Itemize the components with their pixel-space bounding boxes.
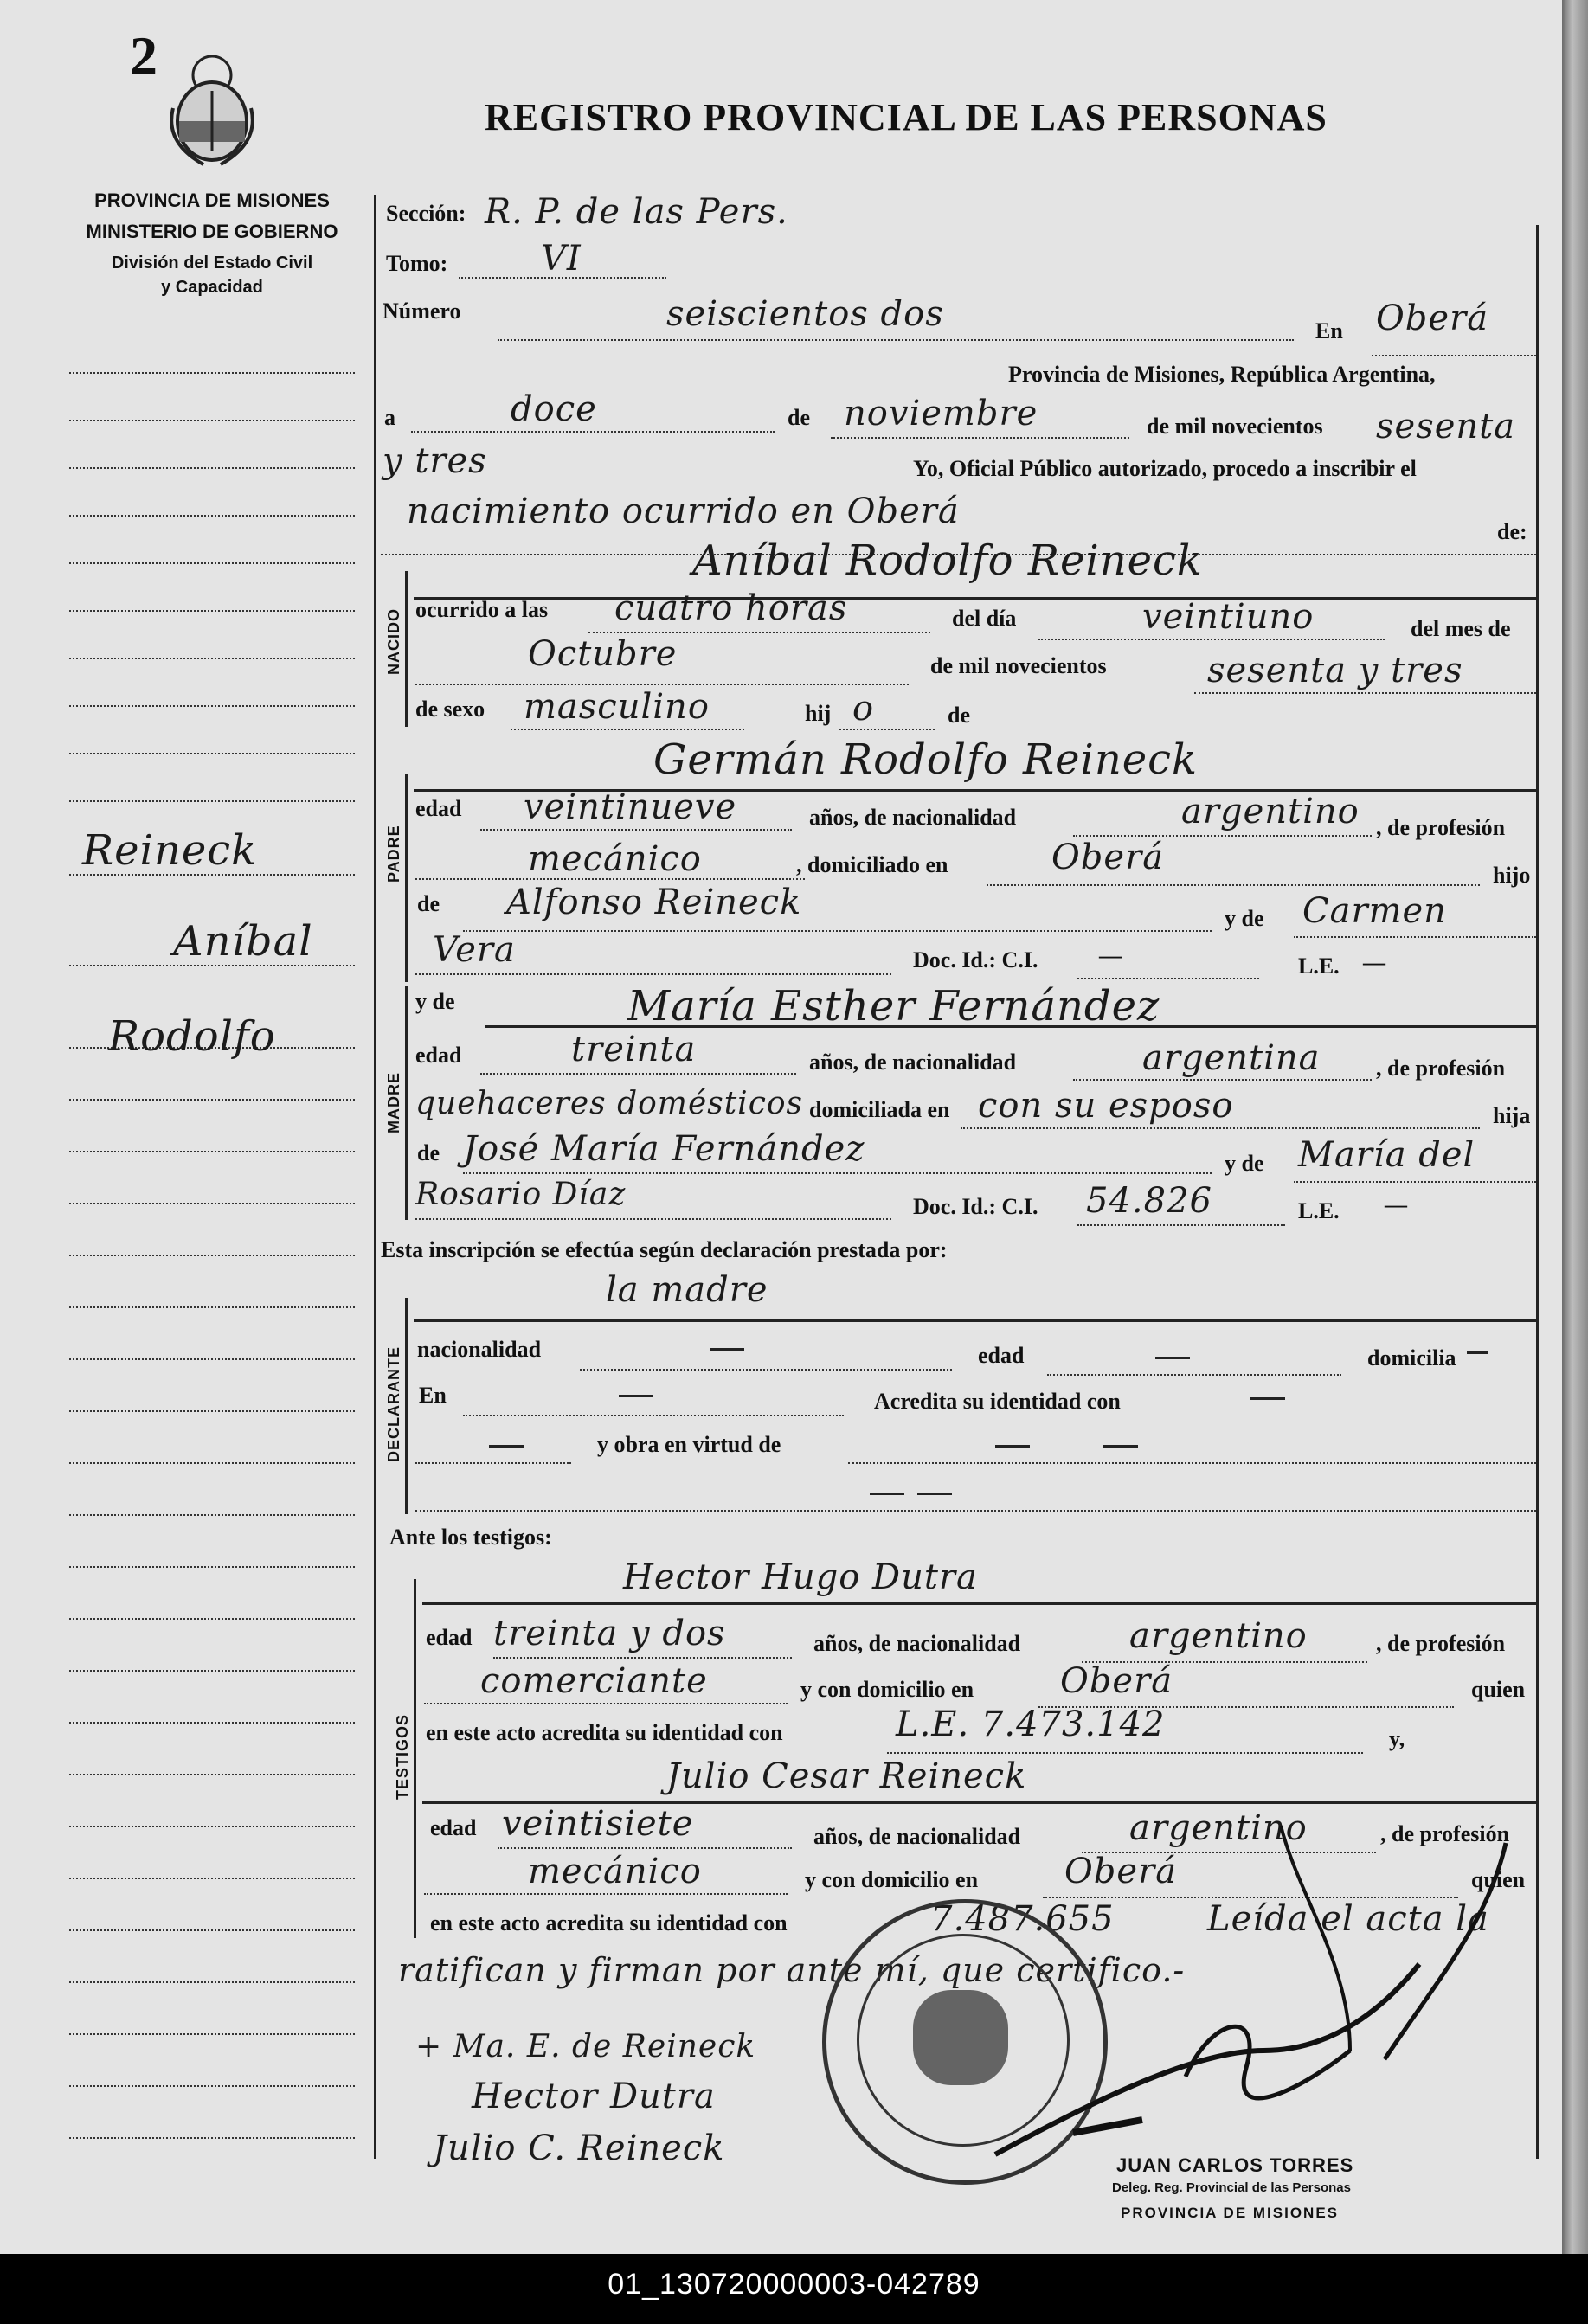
madre-profesion-label: , de profesión <box>1376 1056 1506 1081</box>
padre-de-label: de <box>417 891 440 916</box>
t1-prof-line <box>424 1703 788 1704</box>
madre-le-label: L.E. <box>1298 1198 1340 1223</box>
decl-edad-label: edad <box>978 1343 1025 1368</box>
t1-dom-value: Oberá <box>1060 1661 1173 1701</box>
t2-edad-value: veintisiete <box>502 1804 694 1844</box>
t2-edad-line <box>498 1847 792 1849</box>
declarante-tag: DECLARANTE <box>385 1346 402 1462</box>
seccion-label: Sección: <box>386 201 466 226</box>
padre-padre-line <box>463 930 1212 932</box>
margin-line <box>69 1514 355 1516</box>
t2-acredita-label: en este acto acredita su identidad con <box>430 1910 788 1936</box>
hora-value: cuatro horas <box>614 588 848 628</box>
margin-line <box>69 1722 355 1724</box>
padre-madre-value-a: Carmen <box>1302 891 1447 931</box>
decl-nacionalidad-label: nacionalidad <box>417 1337 542 1362</box>
t1-edad-label: edad <box>426 1625 473 1650</box>
mes-value: noviembre <box>844 394 1038 433</box>
dash-mark <box>870 1493 904 1495</box>
declarante-value: la madre <box>606 1270 768 1310</box>
dash-mark <box>1155 1357 1190 1359</box>
margin-line <box>69 1670 355 1672</box>
padre-y-de-label: y de <box>1225 906 1264 931</box>
official-role: Deleg. Reg. Provincial de las Personas <box>1112 2180 1351 2195</box>
numero-label: Número <box>383 299 461 324</box>
hij-label: hij <box>805 701 832 726</box>
padre-ci-value: — <box>1099 943 1122 968</box>
a-label: a <box>384 405 395 430</box>
de-colon-label: de: <box>1497 519 1527 544</box>
numero-value: seiscientos dos <box>666 294 944 334</box>
tomo-value: VI <box>541 239 582 279</box>
mes-nac-value: Octubre <box>528 634 678 674</box>
padre-dom-value: Oberá <box>1051 838 1165 877</box>
t1-doc-line <box>887 1752 1363 1754</box>
decl-obra-line <box>848 1462 1536 1464</box>
padre-nombre-value: Germán Rodolfo Reineck <box>653 735 1199 784</box>
madre-underline <box>485 1025 1536 1028</box>
padre-anos-label: años, de nacionalidad <box>809 805 1017 830</box>
padre-nac-value: argentino <box>1181 792 1360 831</box>
lugar-value: Oberá <box>1376 299 1489 338</box>
decl-obra-label: y obra en virtud de <box>597 1432 781 1457</box>
mil-novecientos-label: de mil novecientos <box>1147 414 1323 439</box>
margin-line <box>69 1203 355 1204</box>
province-label: PROVINCIA DE MISIONES <box>94 189 330 211</box>
padre-madre-line-b <box>415 973 891 975</box>
t1-prof-value: comerciante <box>480 1661 708 1701</box>
margin-line <box>69 1981 355 1983</box>
nacido-bracket <box>405 571 408 727</box>
margin-line <box>69 1151 355 1152</box>
t1-dom-label: y con domicilio en <box>800 1677 974 1702</box>
de-label-2: de <box>948 703 970 728</box>
padre-bracket <box>405 774 408 982</box>
madre-dom-value: con su esposo <box>978 1086 1234 1126</box>
padre-dom-label: , domiciliado en <box>796 852 948 877</box>
t1-y-label: y, <box>1389 1726 1405 1751</box>
official-name: JUAN CARLOS TORRES <box>1116 2154 1354 2176</box>
official-province: PROVINCIA DE MISIONES <box>1121 2205 1340 2221</box>
madre-nac-line <box>1073 1079 1372 1081</box>
margin-line <box>69 1878 355 1879</box>
madre-padre-value: José María Fernández <box>463 1129 865 1169</box>
decl-domicilia-label: domicilia <box>1367 1345 1456 1371</box>
madre-dom-label: domiciliada en <box>809 1097 950 1122</box>
madre-madre-line <box>1294 1181 1536 1183</box>
sexo-value: masculino <box>524 687 710 727</box>
del-mes-label: del mes de <box>1411 616 1511 641</box>
t1-edad-value: treinta y dos <box>493 1614 726 1653</box>
ocurrido-label: ocurrido a las <box>415 597 549 622</box>
cierre-b-value: ratifican y firman por ante mí, que certifico.- <box>398 1951 1186 1989</box>
madre-edad-value: treinta <box>571 1030 697 1069</box>
lugar-line <box>1372 355 1536 356</box>
padre-madre-value-b: Vera <box>433 930 516 970</box>
padre-padre-value: Alfonso Reineck <box>506 883 802 922</box>
t2-prof-value: mecánico <box>528 1852 702 1891</box>
padre-doc-label: Doc. Id.: C.I. <box>913 947 1038 973</box>
t2-dom-label: y con domicilio en <box>805 1867 979 1892</box>
dash-mark <box>619 1395 653 1397</box>
madre-hija-label: hija <box>1493 1103 1531 1128</box>
padre-dom-line <box>987 884 1480 886</box>
testigo1-nombre-value: Hector Hugo Dutra <box>623 1557 978 1597</box>
dia-line <box>411 431 775 433</box>
mes-nac-line <box>415 684 909 685</box>
sexo-label: de sexo <box>415 697 485 722</box>
madre-madre-value-b: Rosario Díaz <box>415 1177 627 1212</box>
t2-doc-value: 7.487.655 <box>930 1899 1115 1939</box>
madre-edad-line <box>480 1073 796 1075</box>
testigos-bracket <box>414 1579 416 1938</box>
decl-edad-line <box>1047 1374 1341 1376</box>
decl-nac-line <box>580 1369 952 1371</box>
dash-mark <box>1103 1445 1138 1448</box>
margin-line <box>69 1566 355 1568</box>
decl-line-4 <box>415 1510 1536 1512</box>
mil-novecientos-label-2: de mil novecientos <box>930 653 1107 678</box>
madre-madre-value-a: María del <box>1298 1135 1475 1175</box>
padre-edad-value: veintinueve <box>524 787 737 827</box>
margin-line <box>69 705 355 707</box>
anio-nac-value: sesenta y tres <box>1207 651 1463 690</box>
padre-edad-line <box>480 829 792 831</box>
dia-nac-line <box>1038 639 1385 640</box>
dash-mark <box>710 1348 744 1351</box>
sexo-line <box>511 729 744 730</box>
hecho-value: nacimiento ocurrido en Oberá <box>407 491 960 531</box>
madre-tag: MADRE <box>385 1072 402 1133</box>
cierre-a-value: Leída el acta la <box>1207 1899 1489 1939</box>
madre-prof-value: quehaceres domésticos <box>415 1086 804 1121</box>
madre-bracket <box>405 986 408 1220</box>
dash-mark <box>995 1445 1030 1448</box>
hora-line <box>588 632 930 633</box>
dash-mark <box>917 1493 952 1495</box>
t2-anos-label: años, de nacionalidad <box>813 1824 1021 1849</box>
margin-line <box>69 372 355 374</box>
book-spine <box>1562 0 1588 2254</box>
madre-nac-value: argentina <box>1142 1038 1321 1078</box>
margin-line <box>69 610 355 612</box>
testigo1-underline <box>422 1602 1536 1605</box>
signature-2: Hector Dutra <box>472 2077 716 2116</box>
en-label: En <box>1315 318 1343 343</box>
padre-madre-line <box>1294 936 1536 938</box>
t1-anos-label: años, de nacionalidad <box>813 1631 1021 1656</box>
document-title: REGISTRO PROVINCIAL DE LAS PERSONAS <box>485 96 1328 138</box>
padre-nac-line <box>1073 835 1372 837</box>
madre-doc-label: Doc. Id.: C.I. <box>913 1194 1038 1219</box>
testigo2-nombre-value: Julio Cesar Reineck <box>666 1756 1027 1796</box>
madre-nombre-value: María Esther Fernández <box>627 982 1160 1030</box>
madre-y-de-label: y de <box>415 989 455 1014</box>
margin-line <box>69 2033 355 2035</box>
madre-ci-value: 54.826 <box>1086 1181 1212 1221</box>
anio-value-b: y tres <box>383 441 487 481</box>
margin-line <box>69 1099 355 1101</box>
madre-padre-line <box>463 1172 1212 1174</box>
footer-bar <box>0 2254 1588 2324</box>
margin-line <box>69 800 355 802</box>
esta-inscripcion-label: Esta inscripción se efectúa según declaración prestada por: <box>381 1237 948 1262</box>
decl-acredita-label: Acredita su identidad con <box>874 1389 1121 1414</box>
madre-dom-line <box>961 1127 1480 1129</box>
madre-le-value: — <box>1385 1192 1407 1217</box>
margin-line <box>69 467 355 469</box>
margin-line <box>69 1358 355 1360</box>
margin-name2: Rodolfo <box>108 1012 276 1061</box>
t1-profesion-label: , de profesión <box>1376 1631 1506 1656</box>
dia-nac-value: veintiuno <box>1142 597 1315 637</box>
t1-quien-label: quien <box>1471 1677 1526 1702</box>
padre-le-value: — <box>1363 950 1385 975</box>
margin-line <box>69 1929 355 1931</box>
decl-en-label: En <box>419 1383 447 1408</box>
padre-le-label: L.E. <box>1298 953 1340 979</box>
numero-line <box>498 339 1294 341</box>
image-id-label: 01_130720000003-042789 <box>608 2268 980 2301</box>
decl-en-line <box>463 1415 844 1416</box>
margin-surname: Reineck <box>82 826 258 875</box>
form-border <box>374 195 376 2159</box>
madre-anos-label: años, de nacionalidad <box>809 1050 1017 1075</box>
declarante-bracket <box>405 1298 408 1514</box>
margin-line <box>69 1462 355 1464</box>
de-label: de <box>788 405 810 430</box>
margin-line <box>69 1410 355 1412</box>
margin-line <box>69 1826 355 1827</box>
coat-of-arms-icon <box>164 48 260 169</box>
padre-prof-line <box>415 878 805 880</box>
margin-line <box>69 1774 355 1775</box>
division-label-2: y Capacidad <box>161 278 263 297</box>
dash-mark <box>1250 1397 1285 1400</box>
padre-ci-line <box>1077 978 1259 979</box>
padre-prof-value: mecánico <box>528 839 702 879</box>
ante-testigos-label: Ante los testigos: <box>389 1525 552 1550</box>
padre-tag: PADRE <box>385 825 402 883</box>
padre-hijo-label: hijo <box>1493 863 1531 888</box>
decl-line-3 <box>415 1462 571 1464</box>
division-label: División del Estado Civil <box>111 254 313 273</box>
margin-line <box>69 1618 355 1620</box>
margin-line <box>69 420 355 421</box>
ministry-label: MINISTERIO DE GOBIERNO <box>86 221 338 242</box>
madre-de-label: de <box>417 1140 440 1165</box>
t2-edad-label: edad <box>430 1815 477 1840</box>
anio-nac-line <box>1194 692 1536 694</box>
signature-1: + Ma. E. de Reineck <box>415 2029 756 2064</box>
margin-line <box>69 2137 355 2139</box>
nombre-value: Aníbal Rodolfo Reineck <box>692 536 1204 585</box>
dash-mark <box>1467 1351 1488 1354</box>
dash-mark <box>489 1445 524 1448</box>
hij-value: o <box>852 689 875 729</box>
signature-3: Julio C. Reineck <box>433 2128 725 2168</box>
official-signature-icon <box>900 1791 1540 2180</box>
margin-line <box>69 1306 355 1308</box>
margin-name1: Aníbal <box>173 917 313 966</box>
testigos-tag: TESTIGOS <box>394 1713 411 1800</box>
t2-dom-value: Oberá <box>1064 1852 1178 1891</box>
madre-y-de-label-2: y de <box>1225 1151 1264 1176</box>
seccion-value: R. P. de las Pers. <box>485 192 788 232</box>
t1-edad-line <box>493 1657 792 1659</box>
madre-madre-line-b <box>415 1218 891 1220</box>
margin-line <box>69 515 355 517</box>
t2-nac-value: argentino <box>1129 1808 1308 1848</box>
t1-doc-value: L.E. 7.473.142 <box>896 1704 1166 1744</box>
margin-line <box>69 1255 355 1256</box>
margin-line <box>69 753 355 754</box>
margin-line <box>69 2085 355 2087</box>
padre-profesion-label: , de profesión <box>1376 815 1506 840</box>
page-number: 2 <box>130 25 158 87</box>
t2-profesion-label: , de profesión <box>1380 1821 1510 1846</box>
declarante-underline <box>414 1319 1536 1322</box>
anio-value-a: sesenta <box>1376 407 1516 446</box>
dia-value: doce <box>511 389 597 429</box>
t1-nac-value: argentino <box>1129 1616 1308 1656</box>
provincia-label: Provincia de Misiones, República Argentina, <box>1008 362 1436 387</box>
tomo-label: Tomo: <box>386 251 448 276</box>
t2-quien-label: quien <box>1471 1867 1526 1892</box>
hij-line <box>839 729 935 730</box>
nombre-underline <box>414 597 1536 600</box>
del-dia-label: del día <box>952 606 1017 631</box>
margin-line <box>69 658 355 659</box>
t2-prof-line <box>424 1893 788 1895</box>
margin-line <box>69 562 355 564</box>
mes-line <box>831 437 1129 439</box>
nacido-tag: NACIDO <box>385 608 402 675</box>
t1-acredita-label: en este acto acredita su identidad con <box>426 1720 783 1745</box>
madre-edad-label: edad <box>415 1043 462 1068</box>
madre-ci-line <box>1077 1224 1285 1226</box>
padre-edad-label: edad <box>415 796 462 821</box>
yo-oficial-label: Yo, Oficial Público autorizado, procedo a inscribir el <box>913 456 1417 481</box>
